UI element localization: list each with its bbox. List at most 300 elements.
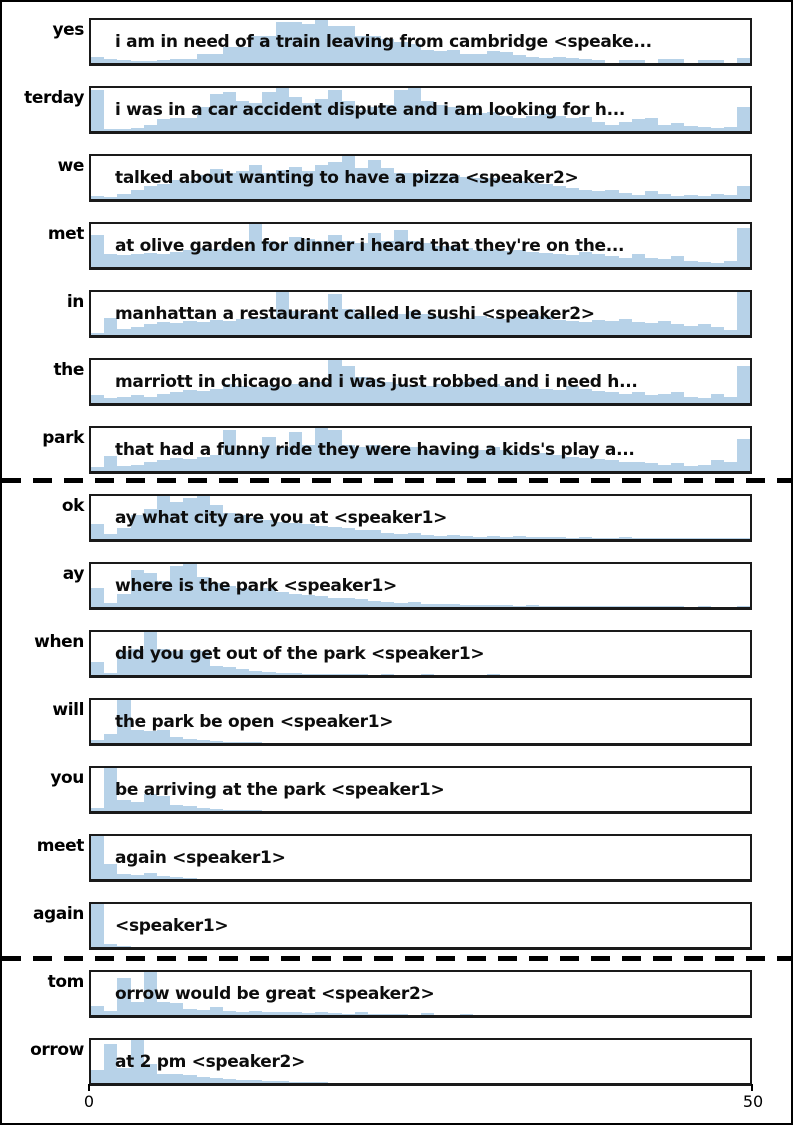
histogram-bar	[737, 292, 750, 335]
panel-text: that had a funny ride they were having a kids's play a...	[115, 439, 635, 460]
histogram-bar	[698, 127, 711, 131]
histogram-panel	[89, 18, 752, 66]
histogram-bar	[170, 392, 183, 403]
histogram-bar	[236, 1080, 249, 1083]
histogram-bar	[104, 734, 117, 743]
histogram-bar	[619, 462, 632, 471]
histogram-bar	[104, 673, 117, 675]
histogram-bar	[658, 194, 671, 199]
histogram-bar	[605, 606, 618, 607]
histogram-bar	[724, 127, 737, 131]
histogram-bar	[183, 1075, 196, 1083]
histogram-bar	[315, 674, 328, 675]
histogram-bar	[131, 190, 144, 199]
histogram-bar	[197, 740, 210, 743]
histogram-bar	[619, 60, 632, 63]
histogram-bar	[684, 126, 697, 131]
histogram-bar	[91, 836, 104, 879]
histogram-bar	[566, 606, 579, 607]
histogram-bar	[381, 1014, 394, 1015]
histogram-bar	[737, 366, 750, 403]
histogram-bar	[131, 730, 144, 743]
histogram-bar	[394, 1014, 407, 1015]
histogram-bar	[157, 322, 170, 335]
histogram-bar	[117, 946, 130, 947]
histogram-bar	[210, 666, 223, 675]
histogram-bar	[197, 54, 210, 63]
histogram-bar	[434, 51, 447, 63]
histogram-bar	[157, 254, 170, 267]
histogram-bar	[91, 808, 104, 811]
histogram-bar	[698, 60, 711, 63]
histogram-bar	[117, 594, 130, 607]
histogram-panel	[89, 834, 752, 882]
histogram-bar	[368, 601, 381, 607]
histogram-bar	[197, 391, 210, 403]
histogram-bar	[210, 1007, 223, 1015]
histogram-bar	[170, 805, 183, 811]
histogram-bar	[91, 235, 104, 267]
histogram-bar	[157, 876, 170, 879]
histogram-bar	[104, 398, 117, 403]
histogram-bar	[724, 330, 737, 335]
histogram-bar	[131, 128, 144, 131]
histogram-bar	[157, 730, 170, 743]
histogram-bar	[579, 322, 592, 335]
histogram-bar	[671, 196, 684, 199]
histogram-bar	[737, 606, 750, 607]
histogram-bar	[447, 50, 460, 63]
histogram-bar	[671, 538, 684, 539]
histogram-bar	[183, 1009, 196, 1015]
histogram-bar	[117, 528, 130, 539]
histogram-bar	[342, 598, 355, 607]
histogram-bar	[619, 394, 632, 403]
histogram-bar	[104, 129, 117, 131]
histogram-bar	[737, 439, 750, 471]
histogram-bar	[592, 122, 605, 131]
histogram-bar	[500, 605, 513, 607]
histogram-bar	[91, 1006, 104, 1015]
histogram-bar	[632, 195, 645, 199]
histogram-bar	[553, 57, 566, 63]
histogram-bar	[579, 59, 592, 63]
row-token-label: yes	[52, 20, 84, 40]
row-token-label: meet	[36, 836, 84, 856]
histogram-bar	[91, 333, 104, 335]
histogram-bar	[117, 255, 130, 267]
group-separator-1	[2, 478, 793, 483]
histogram-bar	[671, 606, 684, 607]
histogram-bar	[658, 538, 671, 539]
histogram-bar	[698, 262, 711, 267]
histogram-panel	[89, 562, 752, 610]
histogram-bar	[157, 60, 170, 63]
histogram-bar	[658, 465, 671, 471]
histogram-bar	[91, 904, 104, 947]
histogram-bar	[526, 57, 539, 63]
row-token-label: in	[66, 292, 84, 312]
row-token-label: ay	[62, 564, 84, 584]
histogram-bar	[500, 52, 513, 63]
histogram-bar	[276, 1012, 289, 1015]
histogram-bar	[144, 186, 157, 199]
histogram-bar	[737, 58, 750, 63]
histogram-bar	[658, 259, 671, 267]
panel-text: at 2 pm <speaker2>	[115, 1051, 306, 1072]
histogram-bar	[447, 535, 460, 539]
histogram-bar	[579, 606, 592, 607]
histogram-panel	[89, 766, 752, 814]
histogram-bar	[421, 50, 434, 63]
histogram-bar	[513, 118, 526, 131]
histogram-bar	[394, 603, 407, 607]
histogram-bar	[724, 462, 737, 471]
histogram-bar	[553, 254, 566, 267]
histogram-bar	[131, 802, 144, 811]
histogram-bar	[170, 59, 183, 63]
histogram-bar	[566, 255, 579, 267]
row-token-label: when	[34, 632, 84, 652]
histogram-bar	[157, 119, 170, 131]
histogram-bar	[671, 59, 684, 63]
histogram-bar	[289, 673, 302, 675]
histogram-bar	[104, 603, 117, 607]
histogram-bar	[104, 254, 117, 267]
histogram-bar	[698, 606, 711, 607]
x-axis-tick-label-0: 0	[83, 1092, 95, 1111]
histogram-bar	[619, 319, 632, 335]
histogram-bar	[645, 258, 658, 267]
histogram-bar	[223, 667, 236, 675]
histogram-bar	[131, 327, 144, 335]
histogram-bar	[302, 1013, 315, 1015]
histogram-bar	[117, 397, 130, 403]
histogram-bar	[487, 605, 500, 607]
histogram-bar	[698, 465, 711, 471]
histogram-bar	[170, 1074, 183, 1083]
histogram-bar	[645, 323, 658, 335]
histogram-bar	[104, 1011, 117, 1015]
histogram-bar	[605, 460, 618, 471]
histogram-bar	[381, 602, 394, 607]
histogram-bar	[645, 463, 658, 471]
histogram-panel	[89, 902, 752, 950]
histogram-bar	[671, 463, 684, 471]
histogram-bar	[553, 537, 566, 539]
histogram-bar	[249, 1011, 262, 1015]
histogram-bar	[447, 604, 460, 607]
histogram-bar	[632, 119, 645, 131]
histogram-bar	[698, 398, 711, 403]
histogram-bar	[315, 1082, 328, 1083]
histogram-bar	[579, 537, 592, 539]
histogram-bar	[197, 808, 210, 811]
histogram-bar	[526, 605, 539, 607]
histogram-bar	[104, 534, 117, 539]
histogram-bar	[605, 321, 618, 335]
histogram-bar	[724, 195, 737, 199]
row-token-label: ok	[61, 496, 84, 516]
histogram-bar	[539, 606, 552, 607]
histogram-bar	[460, 536, 473, 539]
histogram-bar	[328, 527, 341, 539]
histogram-bar	[183, 59, 196, 63]
histogram-bar	[526, 537, 539, 539]
histogram-bar	[342, 674, 355, 675]
histogram-bar	[249, 742, 262, 743]
histogram-bar	[223, 810, 236, 811]
histogram-bar	[619, 122, 632, 131]
histogram-bar	[157, 1074, 170, 1083]
histogram-bar	[711, 394, 724, 403]
histogram-bar	[658, 125, 671, 131]
histogram-bar	[737, 228, 750, 267]
panel-text: be arriving at the park <speaker1>	[115, 779, 445, 800]
histogram-bar	[724, 397, 737, 403]
histogram-bar	[421, 604, 434, 607]
histogram-bar	[658, 59, 671, 63]
histogram-bar	[579, 190, 592, 199]
histogram-bar	[368, 1014, 381, 1015]
histogram-bar	[553, 606, 566, 607]
histogram-bar	[117, 194, 130, 199]
histogram-bar	[592, 606, 605, 607]
histogram-panel	[89, 86, 752, 134]
histogram-bar	[724, 261, 737, 267]
panel-text: at olive garden for dinner i heard that they're on the...	[115, 235, 625, 256]
row-token-label: the	[53, 360, 84, 380]
histogram-bar	[619, 537, 632, 539]
histogram-bar	[183, 390, 196, 403]
histogram-bar	[91, 1070, 104, 1083]
histogram-bar	[553, 390, 566, 403]
histogram-bar	[473, 54, 486, 63]
histogram-bar	[315, 526, 328, 539]
histogram-bar	[592, 538, 605, 539]
histogram-panel	[89, 630, 752, 678]
histogram-bar	[91, 467, 104, 471]
histogram-bar	[210, 1078, 223, 1083]
histogram-bar	[262, 1081, 275, 1083]
histogram-bar	[605, 125, 618, 131]
panel-text: the park be open <speaker1>	[115, 711, 394, 732]
histogram-bar	[289, 594, 302, 607]
row-token-label: we	[57, 156, 84, 176]
histogram-bar	[487, 51, 500, 63]
histogram-bar	[91, 395, 104, 403]
histogram-bar	[236, 810, 249, 811]
histogram-bar	[368, 530, 381, 539]
histogram-bar	[262, 1012, 275, 1015]
histogram-bar	[460, 605, 473, 607]
histogram-bar	[381, 533, 394, 539]
histogram-panel	[89, 970, 752, 1018]
histogram-bar	[104, 944, 117, 947]
histogram-bar	[671, 392, 684, 403]
histogram-bar	[91, 196, 104, 199]
histogram-bar	[684, 326, 697, 335]
histogram-bar	[737, 186, 750, 199]
histogram-bar	[684, 195, 697, 199]
histogram-bar	[276, 1081, 289, 1083]
histogram-bar	[183, 459, 196, 471]
histogram-bar	[711, 128, 724, 131]
histogram-bar	[684, 466, 697, 471]
histogram-bar	[183, 118, 196, 131]
histogram-bar	[711, 194, 724, 199]
histogram-bar	[276, 673, 289, 675]
histogram-bar	[408, 533, 421, 539]
histogram-bar	[539, 58, 552, 63]
histogram-bar	[592, 60, 605, 63]
histogram-bar	[421, 1013, 434, 1015]
row-token-label: again	[32, 904, 84, 924]
histogram-bar	[302, 674, 315, 675]
x-axis-tick-label-50: 50	[742, 1092, 764, 1111]
histogram-bar	[302, 595, 315, 607]
histogram-panel	[89, 1038, 752, 1086]
histogram-bar	[302, 1082, 315, 1083]
histogram-bar	[658, 606, 671, 607]
histogram-bar	[289, 1012, 302, 1015]
histogram-bar	[592, 191, 605, 199]
histogram-bar	[170, 323, 183, 335]
histogram-bar	[355, 674, 368, 675]
histogram-bar	[144, 397, 157, 403]
histogram-bar	[711, 327, 724, 335]
panel-text: ay what city are you at <speaker1>	[115, 507, 448, 528]
histogram-bar	[434, 536, 447, 539]
panel-text: i was in a car accident dispute and i am looking for h...	[115, 99, 626, 120]
histogram-bar	[605, 190, 618, 199]
histogram-bar	[131, 1002, 144, 1015]
histogram-bar	[645, 118, 658, 131]
histogram-bar	[210, 54, 223, 63]
histogram-bar	[671, 324, 684, 335]
histogram-bar	[144, 462, 157, 471]
histogram-bar	[117, 874, 130, 879]
histogram-bar	[91, 57, 104, 63]
histogram-bar	[566, 538, 579, 539]
histogram-bar	[157, 460, 170, 471]
histogram-bar	[737, 107, 750, 131]
histogram-bar	[566, 118, 579, 131]
histogram-bar	[328, 674, 341, 675]
histogram-bar	[671, 123, 684, 131]
histogram-bar	[91, 524, 104, 539]
histogram-bar	[619, 258, 632, 267]
histogram-bar	[183, 878, 196, 879]
histogram-bar	[117, 329, 130, 335]
histogram-bar	[328, 1013, 341, 1015]
histogram-bar	[711, 460, 724, 471]
row-token-label: orrow	[30, 1040, 84, 1060]
histogram-bar	[117, 60, 130, 63]
histogram-panel	[89, 222, 752, 270]
histogram-bar	[539, 537, 552, 539]
row-token-label: you	[50, 768, 84, 788]
histogram-bar	[91, 90, 104, 131]
histogram-bar	[592, 254, 605, 267]
histogram-bar	[632, 462, 645, 471]
histogram-bar	[632, 538, 645, 539]
x-axis-tick-50	[751, 1084, 753, 1091]
histogram-bar	[197, 1077, 210, 1083]
histogram-bar	[144, 324, 157, 335]
histogram-bar	[223, 1079, 236, 1083]
histogram-bar	[513, 606, 526, 607]
panel-text: again <speaker1>	[115, 847, 286, 868]
panel-text: talked about wanting to have a pizza <speaker2>	[115, 167, 579, 188]
histogram-bar	[183, 739, 196, 743]
histogram-bar	[645, 395, 658, 403]
histogram-bar	[91, 588, 104, 607]
histogram-bar	[698, 324, 711, 335]
histogram-bar	[605, 538, 618, 539]
histogram-bar	[170, 1003, 183, 1015]
group-separator-2	[2, 956, 793, 961]
histogram-bar	[671, 256, 684, 267]
histogram-bar	[592, 459, 605, 471]
histogram-bar	[645, 538, 658, 539]
histogram-bar	[645, 191, 658, 199]
histogram-bar	[355, 599, 368, 607]
histogram-bar	[236, 669, 249, 675]
row-token-label: will	[52, 700, 84, 720]
histogram-bar	[236, 1012, 249, 1015]
histogram-bar	[170, 737, 183, 743]
histogram-bar	[91, 740, 104, 743]
histogram-bar	[658, 321, 671, 335]
panel-text: marriott in chicago and i was just robbed and i need h...	[115, 371, 638, 392]
histogram-bar	[315, 1012, 328, 1015]
histogram-bar	[117, 129, 130, 131]
histogram-bar	[144, 125, 157, 131]
histogram-panel	[89, 290, 752, 338]
histogram-bar	[632, 322, 645, 335]
histogram-panel	[89, 154, 752, 202]
histogram-bar	[210, 741, 223, 743]
histogram-bar	[619, 193, 632, 199]
histogram-bar	[408, 602, 421, 607]
histogram-bar	[421, 535, 434, 539]
histogram-bar	[223, 1011, 236, 1015]
histogram-bar	[460, 54, 473, 63]
histogram-bar	[223, 742, 236, 743]
histogram-bar	[183, 806, 196, 811]
histogram-bar	[342, 528, 355, 539]
histogram-panel	[89, 426, 752, 474]
histogram-bar	[170, 877, 183, 879]
histogram-bar	[632, 254, 645, 267]
histogram-bar	[658, 394, 671, 403]
histogram-bar	[421, 674, 434, 675]
histogram-bar	[144, 873, 157, 879]
histogram-bar	[342, 1014, 355, 1015]
histogram-bar	[170, 118, 183, 131]
histogram-bar	[711, 538, 724, 539]
histogram-bar	[104, 59, 117, 63]
histogram-bar	[117, 466, 130, 471]
histogram-bar	[236, 742, 249, 743]
panel-text: did you get out of the park <speaker1>	[115, 643, 485, 664]
histogram-bar	[645, 606, 658, 607]
panel-text: manhattan a restaurant called le sushi <speaker2>	[115, 303, 595, 324]
histogram-bar	[684, 538, 697, 539]
histogram-bar	[289, 1082, 302, 1083]
histogram-bar	[249, 671, 262, 675]
